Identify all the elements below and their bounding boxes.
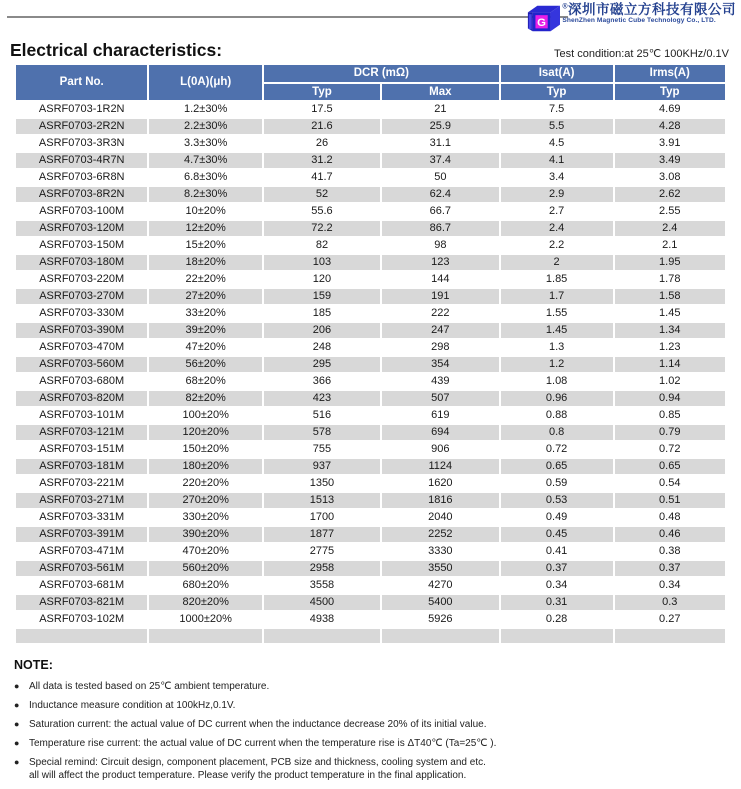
value-cell: 330±20%	[149, 510, 262, 525]
part-no-cell: ASRF0703-391M	[16, 527, 147, 542]
value-cell: 3330	[382, 544, 499, 559]
table-row	[16, 170, 725, 185]
value-cell: 12±20%	[149, 221, 262, 236]
value-cell: 5400	[382, 595, 499, 610]
part-no-cell: ASRF0703-8R2N	[16, 187, 147, 202]
table-header	[16, 65, 725, 100]
value-cell: 3550	[382, 561, 499, 576]
table-row	[16, 323, 725, 338]
value-cell: 150±20%	[149, 442, 262, 457]
value-cell: 25.9	[382, 119, 499, 134]
note-item	[14, 719, 727, 731]
part-no-cell: ASRF0703-560M	[16, 357, 147, 372]
table-row	[16, 119, 725, 134]
notes-section	[14, 658, 727, 789]
value-cell: 3.49	[615, 153, 725, 168]
part-no-cell: ASRF0703-270M	[16, 289, 147, 304]
table-row	[16, 255, 725, 270]
value-cell: 18±20%	[149, 255, 262, 270]
value-cell: 206	[264, 323, 380, 338]
value-cell: 3.3±30%	[149, 136, 262, 151]
value-cell: 3.4	[501, 170, 613, 185]
table-row	[16, 221, 725, 236]
value-cell: 1124	[382, 459, 499, 474]
col-header-irms: Irms(A)	[615, 65, 725, 82]
part-no-cell: ASRF0703-120M	[16, 221, 147, 236]
value-cell: 0.37	[615, 561, 725, 576]
table-row	[16, 493, 725, 508]
table-row	[16, 391, 725, 406]
value-cell: 7.5	[501, 102, 613, 117]
table-row	[16, 289, 725, 304]
table-row	[16, 357, 725, 372]
value-cell: 3.91	[615, 136, 725, 151]
value-cell: 1.08	[501, 374, 613, 389]
value-cell: 0.27	[615, 612, 725, 627]
bullet-icon: ●	[14, 700, 20, 710]
value-cell: 1.78	[615, 272, 725, 287]
value-cell: 0.96	[501, 391, 613, 406]
value-cell: 4500	[264, 595, 380, 610]
company-logo	[526, 3, 736, 33]
value-cell: 15±20%	[149, 238, 262, 253]
value-cell: 2958	[264, 561, 380, 576]
part-no-cell: ASRF0703-330M	[16, 306, 147, 321]
col-header-part-no: Part No.	[16, 65, 147, 100]
table-row	[16, 425, 725, 440]
part-no-cell: ASRF0703-180M	[16, 255, 147, 270]
value-cell: 2.7	[501, 204, 613, 219]
value-cell: 0.34	[615, 578, 725, 593]
value-cell: 0.3	[615, 595, 725, 610]
value-cell: 62.4	[382, 187, 499, 202]
value-cell: 144	[382, 272, 499, 287]
table-row	[16, 595, 725, 610]
value-cell: 5926	[382, 612, 499, 627]
value-cell: 0.41	[501, 544, 613, 559]
table-row	[16, 204, 725, 219]
table-row	[16, 238, 725, 253]
note-text: Inductance measure condition at 100kHz,0.1V.	[29, 700, 236, 711]
value-cell: 1877	[264, 527, 380, 542]
table-row	[16, 340, 725, 355]
part-no-cell: ASRF0703-821M	[16, 595, 147, 610]
value-cell: 2.4	[615, 221, 725, 236]
value-cell: 2.9	[501, 187, 613, 202]
bullet-icon: ●	[14, 738, 20, 748]
value-cell: 0.46	[615, 527, 725, 542]
test-condition-text: Test condition:at 25℃ 100KHz/0.1V	[553, 48, 729, 60]
part-no-cell: ASRF0703-181M	[16, 459, 147, 474]
value-cell: 0.45	[501, 527, 613, 542]
part-no-cell: ASRF0703-2R2N	[16, 119, 147, 134]
value-cell: 1.34	[615, 323, 725, 338]
note-item	[14, 681, 727, 693]
table-row	[16, 306, 725, 321]
value-cell: 366	[264, 374, 380, 389]
value-cell: 47±20%	[149, 340, 262, 355]
part-no-cell: ASRF0703-680M	[16, 374, 147, 389]
value-cell: 1.95	[615, 255, 725, 270]
table-row	[16, 544, 725, 559]
value-cell: 50	[382, 170, 499, 185]
value-cell: 1.3	[501, 340, 613, 355]
value-cell: 694	[382, 425, 499, 440]
bullet-icon: ●	[14, 719, 20, 729]
magnetic-cube-logo-icon	[526, 3, 560, 33]
page-title: Electrical characteristics:	[10, 40, 223, 60]
value-cell: 120	[264, 272, 380, 287]
part-no-cell: ASRF0703-100M	[16, 204, 147, 219]
value-cell: 1.45	[501, 323, 613, 338]
value-cell: 2252	[382, 527, 499, 542]
value-cell: 6.8±30%	[149, 170, 262, 185]
table-row	[16, 561, 725, 576]
subheader-dcr-typ: Typ	[264, 84, 380, 100]
value-cell: 1.45	[615, 306, 725, 321]
subheader-dcr-max: Max	[382, 84, 499, 100]
value-cell: 52	[264, 187, 380, 202]
value-cell: 68±20%	[149, 374, 262, 389]
value-cell: 247	[382, 323, 499, 338]
value-cell: 0.48	[615, 510, 725, 525]
value-cell: 37.4	[382, 153, 499, 168]
value-cell: 1513	[264, 493, 380, 508]
table-row	[16, 442, 725, 457]
part-no-cell: ASRF0703-151M	[16, 442, 147, 457]
value-cell: 72.2	[264, 221, 380, 236]
value-cell: 1.85	[501, 272, 613, 287]
value-cell: 10±20%	[149, 204, 262, 219]
value-cell: 298	[382, 340, 499, 355]
value-cell: 516	[264, 408, 380, 423]
value-cell: 31.2	[264, 153, 380, 168]
part-no-cell: ASRF0703-820M	[16, 391, 147, 406]
value-cell: 423	[264, 391, 380, 406]
value-cell: 0.59	[501, 476, 613, 491]
value-cell: 56±20%	[149, 357, 262, 372]
value-cell: 180±20%	[149, 459, 262, 474]
note-item	[14, 738, 727, 750]
part-no-cell: ASRF0703-390M	[16, 323, 147, 338]
value-cell: 2.1	[615, 238, 725, 253]
empty-cell	[382, 629, 499, 643]
value-cell: 82±20%	[149, 391, 262, 406]
value-cell: 39±20%	[149, 323, 262, 338]
value-cell: 4270	[382, 578, 499, 593]
value-cell: 1700	[264, 510, 380, 525]
value-cell: 1350	[264, 476, 380, 491]
value-cell: 31.1	[382, 136, 499, 151]
value-cell: 0.72	[615, 442, 725, 457]
value-cell: 1.2±30%	[149, 102, 262, 117]
value-cell: 0.8	[501, 425, 613, 440]
part-no-cell: ASRF0703-121M	[16, 425, 147, 440]
empty-cell	[501, 629, 613, 643]
value-cell: 0.51	[615, 493, 725, 508]
company-name-english: ShenZhen Magnetic Cube Technology Co., LTD.	[562, 17, 716, 25]
value-cell: 3558	[264, 578, 380, 593]
value-cell: 2.2±30%	[149, 119, 262, 134]
part-no-cell: ASRF0703-221M	[16, 476, 147, 491]
value-cell: 222	[382, 306, 499, 321]
value-cell: 0.72	[501, 442, 613, 457]
table-row	[16, 187, 725, 202]
part-no-cell: ASRF0703-150M	[16, 238, 147, 253]
value-cell: 2.55	[615, 204, 725, 219]
note-text: all will affect the product temperature. Please verify the product temperature in the final application.	[29, 770, 467, 781]
note-text: Saturation current: the actual value of DC current when the inductance decrease 20% of its initial value.	[29, 719, 487, 730]
value-cell: 2040	[382, 510, 499, 525]
value-cell: 41.7	[264, 170, 380, 185]
value-cell: 4.5	[501, 136, 613, 151]
value-cell: 159	[264, 289, 380, 304]
value-cell: 120±20%	[149, 425, 262, 440]
value-cell: 0.79	[615, 425, 725, 440]
value-cell: 98	[382, 238, 499, 253]
value-cell: 4.69	[615, 102, 725, 117]
part-no-cell: ASRF0703-101M	[16, 408, 147, 423]
table-row	[16, 136, 725, 151]
value-cell: 2	[501, 255, 613, 270]
table-empty-row	[16, 629, 725, 643]
value-cell: 2.2	[501, 238, 613, 253]
col-header-inductance: L(0A)(μh)	[149, 65, 262, 100]
value-cell: 295	[264, 357, 380, 372]
part-no-cell: ASRF0703-561M	[16, 561, 147, 576]
value-cell: 66.7	[382, 204, 499, 219]
value-cell: 439	[382, 374, 499, 389]
value-cell: 1.55	[501, 306, 613, 321]
part-no-cell: ASRF0703-470M	[16, 340, 147, 355]
value-cell: 470±20%	[149, 544, 262, 559]
value-cell: 0.94	[615, 391, 725, 406]
part-no-cell: ASRF0703-681M	[16, 578, 147, 593]
value-cell: 4.7±30%	[149, 153, 262, 168]
notes-title: NOTE:	[14, 658, 53, 672]
value-cell: 1.14	[615, 357, 725, 372]
col-header-dcr: DCR (mΩ)	[264, 65, 499, 82]
value-cell: 680±20%	[149, 578, 262, 593]
value-cell: 2.62	[615, 187, 725, 202]
note-text: Special remind: Circuit design, component placement, PCB size and thickness, cooling system and etc.	[29, 757, 486, 768]
value-cell: 1816	[382, 493, 499, 508]
part-no-cell: ASRF0703-271M	[16, 493, 147, 508]
value-cell: 123	[382, 255, 499, 270]
note-item	[14, 700, 727, 712]
table-row	[16, 408, 725, 423]
col-header-isat: Isat(A)	[501, 65, 613, 82]
notes-list	[14, 681, 727, 782]
value-cell: 4938	[264, 612, 380, 627]
table-row	[16, 578, 725, 593]
value-cell: 354	[382, 357, 499, 372]
value-cell: 820±20%	[149, 595, 262, 610]
value-cell: 26	[264, 136, 380, 151]
subheader-irms-typ: Typ	[615, 84, 725, 100]
bullet-icon: ●	[14, 681, 20, 691]
part-no-cell: ASRF0703-102M	[16, 612, 147, 627]
part-no-cell: ASRF0703-3R3N	[16, 136, 147, 151]
part-no-cell: ASRF0703-331M	[16, 510, 147, 525]
empty-cell	[16, 629, 147, 643]
value-cell: 1.58	[615, 289, 725, 304]
note-text: All data is tested based on 25℃ ambient temperature.	[29, 681, 270, 692]
value-cell: 21	[382, 102, 499, 117]
value-cell: 3.08	[615, 170, 725, 185]
part-no-cell: ASRF0703-1R2N	[16, 102, 147, 117]
value-cell: 8.2±30%	[149, 187, 262, 202]
value-cell: 4.1	[501, 153, 613, 168]
table-row	[16, 612, 725, 627]
header-divider-line	[7, 16, 568, 18]
table-row	[16, 272, 725, 287]
value-cell: 103	[264, 255, 380, 270]
value-cell: 2.4	[501, 221, 613, 236]
value-cell: 390±20%	[149, 527, 262, 542]
value-cell: 21.6	[264, 119, 380, 134]
value-cell: 86.7	[382, 221, 499, 236]
table-row	[16, 510, 725, 525]
registered-trademark-mark: ®	[562, 3, 568, 11]
subheader-isat-typ: Typ	[501, 84, 613, 100]
value-cell: 248	[264, 340, 380, 355]
value-cell: 0.85	[615, 408, 725, 423]
electrical-characteristics-table	[14, 63, 727, 645]
table-body	[16, 102, 725, 643]
table-row	[16, 476, 725, 491]
part-no-cell: ASRF0703-471M	[16, 544, 147, 559]
value-cell: 2775	[264, 544, 380, 559]
value-cell: 185	[264, 306, 380, 321]
value-cell: 270±20%	[149, 493, 262, 508]
bullet-icon: ●	[14, 757, 20, 767]
value-cell: 33±20%	[149, 306, 262, 321]
table-row	[16, 459, 725, 474]
value-cell: 0.88	[501, 408, 613, 423]
value-cell: 578	[264, 425, 380, 440]
empty-cell	[264, 629, 380, 643]
section-header	[10, 40, 729, 61]
value-cell: 0.34	[501, 578, 613, 593]
value-cell: 755	[264, 442, 380, 457]
value-cell: 1.2	[501, 357, 613, 372]
value-cell: 17.5	[264, 102, 380, 117]
value-cell: 27±20%	[149, 289, 262, 304]
part-no-cell: ASRF0703-6R8N	[16, 170, 147, 185]
value-cell: 82	[264, 238, 380, 253]
value-cell: 1.7	[501, 289, 613, 304]
value-cell: 0.53	[501, 493, 613, 508]
value-cell: 0.65	[615, 459, 725, 474]
svg-text:G: G	[537, 17, 547, 30]
value-cell: 560±20%	[149, 561, 262, 576]
value-cell: 619	[382, 408, 499, 423]
value-cell: 1.23	[615, 340, 725, 355]
value-cell: 55.6	[264, 204, 380, 219]
note-text: Temperature rise current: the actual value of DC current when the temperature rise is ΔT40℃ (Ta=25℃ ).	[29, 738, 497, 749]
value-cell: 191	[382, 289, 499, 304]
value-cell: 0.54	[615, 476, 725, 491]
value-cell: 100±20%	[149, 408, 262, 423]
value-cell: 507	[382, 391, 499, 406]
value-cell: 5.5	[501, 119, 613, 134]
table-row	[16, 527, 725, 542]
value-cell: 0.28	[501, 612, 613, 627]
table-row	[16, 102, 725, 117]
value-cell: 220±20%	[149, 476, 262, 491]
value-cell: 1.02	[615, 374, 725, 389]
value-cell: 1620	[382, 476, 499, 491]
value-cell: 0.37	[501, 561, 613, 576]
empty-cell	[615, 629, 725, 643]
value-cell: 906	[382, 442, 499, 457]
value-cell: 1000±20%	[149, 612, 262, 627]
value-cell: 0.65	[501, 459, 613, 474]
table-row	[16, 153, 725, 168]
value-cell: 0.49	[501, 510, 613, 525]
table-row	[16, 374, 725, 389]
value-cell: 937	[264, 459, 380, 474]
company-name-chinese: ®深圳市磁立方科技有限公司	[562, 2, 736, 17]
part-no-cell: ASRF0703-220M	[16, 272, 147, 287]
value-cell: 4.28	[615, 119, 725, 134]
empty-cell	[149, 629, 262, 643]
part-no-cell: ASRF0703-4R7N	[16, 153, 147, 168]
value-cell: 0.38	[615, 544, 725, 559]
note-item	[14, 770, 727, 782]
value-cell: 22±20%	[149, 272, 262, 287]
value-cell: 0.31	[501, 595, 613, 610]
